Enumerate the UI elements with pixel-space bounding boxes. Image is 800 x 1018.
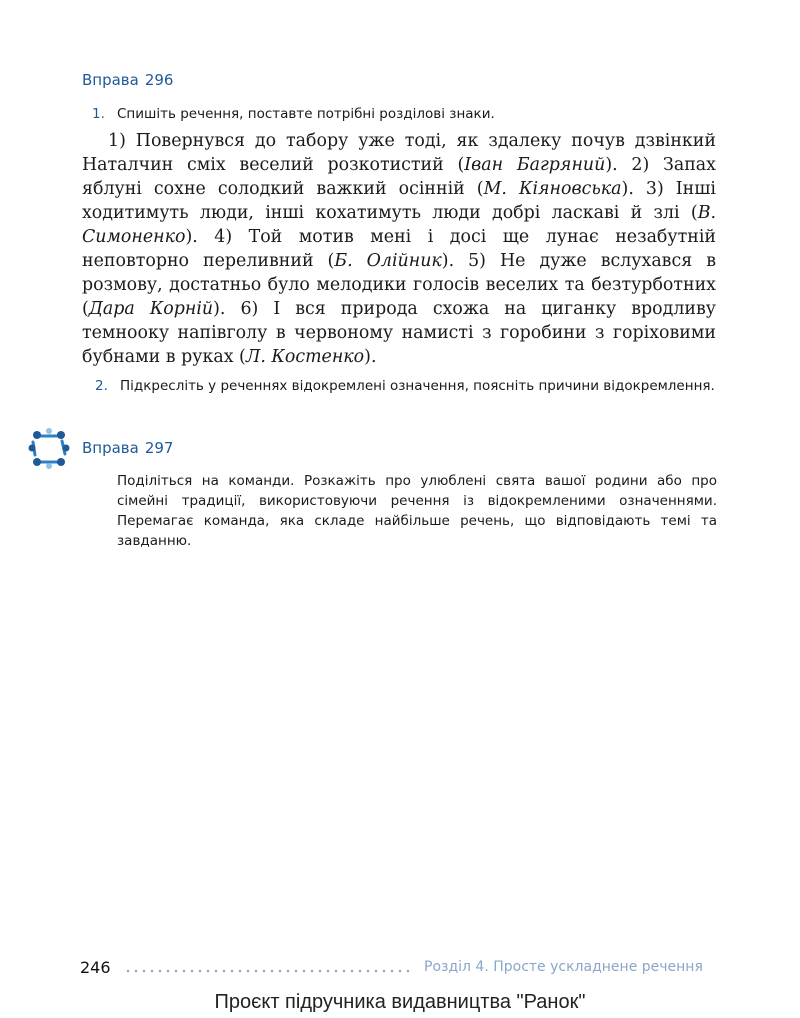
sentence-text: ).: [364, 347, 377, 367]
task-number: 2.: [95, 378, 108, 394]
exercise-296-task-1: [92, 104, 717, 124]
footer-dotted-divider: [124, 969, 412, 973]
sentence-text: ). 5) Не дуже вслухався в розмову, достатньо було мелодики голосів веселих та безтурботних (: [82, 251, 716, 319]
task-text: Спишіть речення, поставте потрібні розділові знаки.: [117, 106, 495, 122]
task-text: Підкресліть у реченнях відокремлені означення, поясніть причини відокремлення.: [120, 378, 715, 394]
sentence-text: ). 6) І вся природа схожа на циганку вродливу темнооку напівголу в червоному намисті з горобини з горіховими бубнами в руках (: [82, 299, 716, 367]
author-name: Іван Багряний: [464, 155, 606, 175]
chapter-title: Розділ 4. Просте ускладнене речення: [424, 959, 703, 975]
author-name: В. Симоненко: [82, 203, 716, 247]
page-number: 246: [80, 958, 111, 977]
exercise-number: 296: [144, 71, 174, 89]
sentences-paragraph: [82, 129, 716, 369]
author-name: М. Кіяновська: [483, 179, 622, 199]
task-text: Поділіться на команди. Розкажіть про улюблені свята вашої родини або про сімейні традиції, використовуючи речення із відокремленими означеннями. Перемагає команда, яка складе найбільше речень, що відповідають темі та завданню.: [117, 473, 717, 549]
exercise-297-title: [82, 439, 173, 457]
sentence-text: ). 2) Запах яблуні сохне солодкий важкий осінній (: [82, 155, 716, 199]
author-name: Л. Костенко: [245, 347, 365, 367]
publisher-watermark: Проєкт підручника видавництва "Ранок": [214, 991, 586, 1013]
task-number: 1.: [92, 106, 105, 122]
author-name: Б. Олійник: [334, 251, 442, 271]
exercise-number: 297: [144, 439, 174, 457]
exercise-296-title: [82, 71, 173, 89]
sentence-text: ). 3) Інші ходитимуть люди, інші кохатимуть люди добрі ласкаві й злі (: [82, 179, 716, 223]
exercise-label: Вправа: [82, 71, 139, 89]
author-name: Дара Корній: [88, 299, 214, 319]
exercise-label: Вправа: [82, 439, 139, 457]
team-work-icon: [28, 427, 70, 469]
exercise-297-text: [117, 471, 717, 551]
sentence-text: ). 4) Той мотив мені і досі ще лунає незабутній неповторно переливний (: [82, 227, 716, 271]
exercise-296-sentences: [82, 129, 716, 369]
exercise-296-task-2: [95, 376, 717, 396]
sentence-text: 1) Повернувся до табору уже тоді, як здалеку почув дзвінкий Наталчин сміх веселий розкотистий (: [82, 131, 716, 175]
